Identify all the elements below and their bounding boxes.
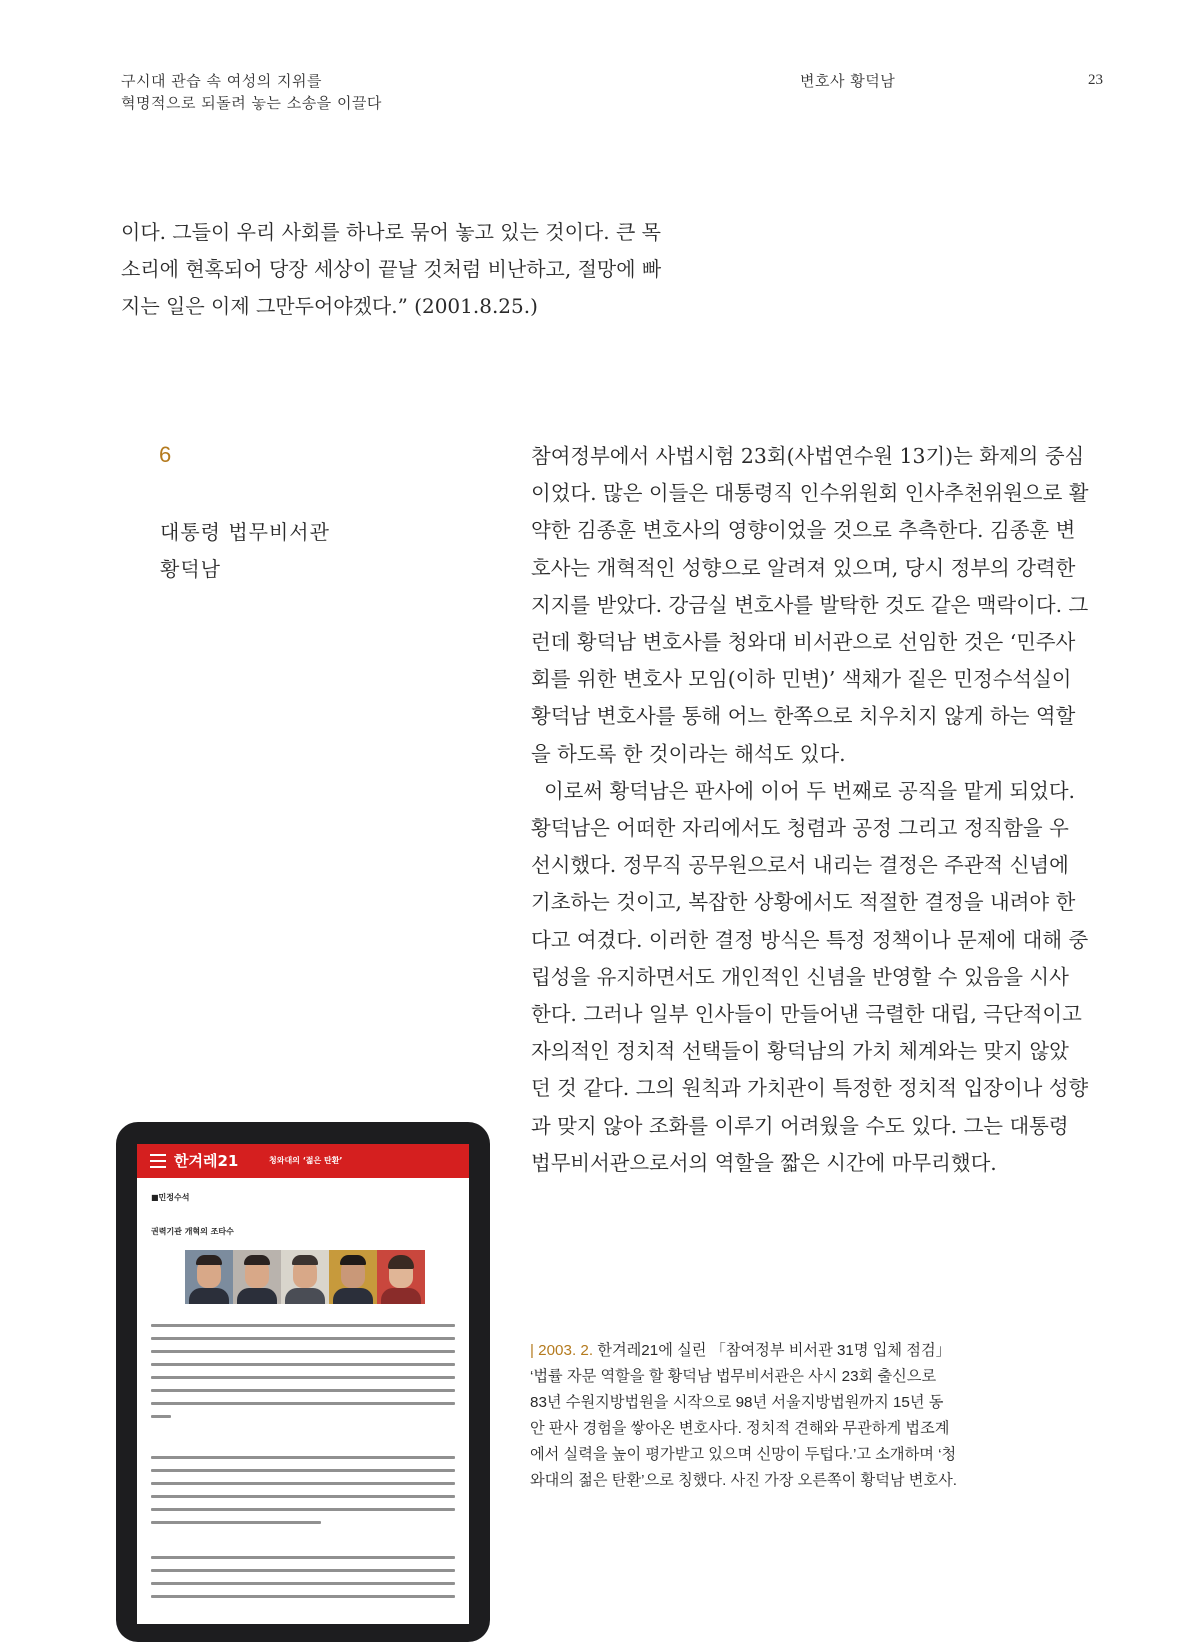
article-headline: 권력기관 개혁의 조타수: [151, 1227, 234, 1236]
caption-line: [530, 1338, 990, 1364]
portrait-photo: [185, 1250, 233, 1304]
body-line: 회를 위한 변호사 모임(이하 민변)’ 색채가 짙은 민정수석실이: [531, 667, 1072, 692]
body-line: 과 맞지 않아 조화를 이루기 어려웠을 수도 있다. 그는 대통령: [531, 1113, 1069, 1138]
body-text: [531, 438, 1111, 1182]
running-header-line: 혁명적으로 되돌려 놓는 소송을 이끌다: [121, 94, 382, 112]
body-line: 지지를 받았다. 강금실 변호사를 발탁한 것도 같은 맥락이다. 그: [531, 592, 1089, 617]
article-paragraph: [151, 1556, 455, 1608]
body-line: 황덕남 변호사를 통해 어느 한쪽으로 치우치지 않게 하는 역할: [531, 704, 1076, 729]
body-line: 황덕남은 어떠한 자리에서도 청렴과 공정 그리고 정직함을 우: [531, 816, 1069, 841]
caption-first-line: 한겨레21에 실린 「참여정부 비서관 31명 입체 점검」: [593, 1342, 951, 1359]
body-line: 립성을 유지하면서도 개인적인 신념을 반영할 수 있음을 시사: [531, 964, 1069, 989]
quote-block: [121, 214, 711, 325]
caption-date: | 2003. 2.: [530, 1342, 594, 1359]
magazine-logo: 한겨레21: [174, 1152, 239, 1170]
caption-line: 83년 수원지방법원을 시작으로 98년 서울지방법원까지 15년 동: [530, 1394, 944, 1411]
page-number: 23: [1088, 72, 1103, 88]
portrait-strip: [185, 1250, 425, 1304]
caption-line: 안 판사 경험을 쌓아온 변호사다. 정치적 견해와 무관하게 법조계: [530, 1420, 950, 1437]
article-paragraph: [151, 1324, 455, 1428]
tablet-screen: [137, 1144, 469, 1624]
quote-line: 소리에 현혹되어 당장 세상이 끝날 것처럼 비난하고, 절망에 빠: [121, 257, 662, 281]
article-tag: 청와대의 ‘젊은 탄환’: [269, 1156, 343, 1165]
tablet-photo: [116, 1122, 490, 1642]
body-line: 런데 황덕남 변호사를 청와대 비서관으로 선임한 것은 ‘민주사: [531, 630, 1076, 655]
running-header-left: [121, 70, 382, 114]
article-section: ■민정수석: [151, 1193, 190, 1202]
body-line: 참여정부에서 사법시험 23회(사법연수원 13기)는 화제의 중심: [531, 444, 1085, 468]
section-title: [160, 514, 330, 588]
body-line: 다고 여겼다. 이러한 결정 방식은 특정 정책이나 문제에 대해 중: [531, 927, 1089, 952]
body-line: 을 하도록 한 것이라는 해석도 있다.: [531, 741, 846, 766]
body-line: 이었다. 많은 이들은 대통령직 인수위원회 인사추천위원으로 활: [531, 481, 1089, 506]
caption-line: 와대의 젊은 탄환’으로 칭했다. 사진 가장 오른쪽이 황덕남 변호사.: [530, 1472, 958, 1489]
body-line: 기초하는 것이고, 복잡한 상황에서도 적절한 결정을 내려야 한: [531, 890, 1076, 915]
portrait-photo: [377, 1250, 425, 1304]
portrait-photo: [281, 1250, 329, 1304]
portrait-photo: [329, 1250, 377, 1304]
article-paragraph: [151, 1456, 455, 1534]
body-line: 한다. 그러나 일부 인사들이 만들어낸 극렬한 대립, 극단적이고: [531, 1002, 1082, 1027]
portrait-photo: [233, 1250, 281, 1304]
caption-line: ‘법률 자문 역할을 할 황덕남 법무비서관은 사시 23회 출신으로: [530, 1368, 937, 1385]
body-line: 자의적인 정치적 선택들이 황덕남의 가치 체계와는 맞지 않았: [531, 1039, 1069, 1064]
running-header-line: 구시대 관습 속 여성의 지위를: [121, 72, 322, 90]
body-line: 약한 김종훈 변호사의 영향이었을 것으로 추측한다. 김종훈 변: [531, 518, 1076, 543]
section-number: 6: [159, 442, 172, 467]
body-line: 호사는 개혁적인 성향으로 알려져 있으며, 당시 정부의 강력한: [531, 555, 1076, 580]
body-line: 선시했다. 정무직 공무원으로서 내리는 결정은 주관적 신념에: [531, 853, 1069, 878]
running-header-title: 변호사 황덕남: [800, 72, 896, 90]
caption-line: 에서 실력을 높이 평가받고 있으며 신망이 두텁다.’고 소개하며 ‘청: [530, 1446, 957, 1463]
article-header-bar: [137, 1144, 469, 1178]
section-title-line: 황덕남: [160, 557, 221, 581]
body-line: 이로써 황덕남은 판사에 이어 두 번째로 공직을 맡게 되었다.: [531, 778, 1076, 803]
photo-caption: [530, 1338, 990, 1494]
body-line: 법무비서관으로서의 역할을 짧은 시간에 마무리했다.: [531, 1150, 997, 1175]
hamburger-icon: [150, 1154, 166, 1172]
body-line: 던 것 같다. 그의 원칙과 가치관이 특정한 정치적 입장이나 성향: [531, 1076, 1089, 1101]
quote-line: 지는 일은 이제 그만두어야겠다.” (2001.8.25.): [121, 294, 538, 318]
quote-line: 이다. 그들이 우리 사회를 하나로 묶어 놓고 있는 것이다. 큰 목: [121, 220, 661, 244]
section-title-line: 대통령 법무비서관: [160, 520, 330, 544]
